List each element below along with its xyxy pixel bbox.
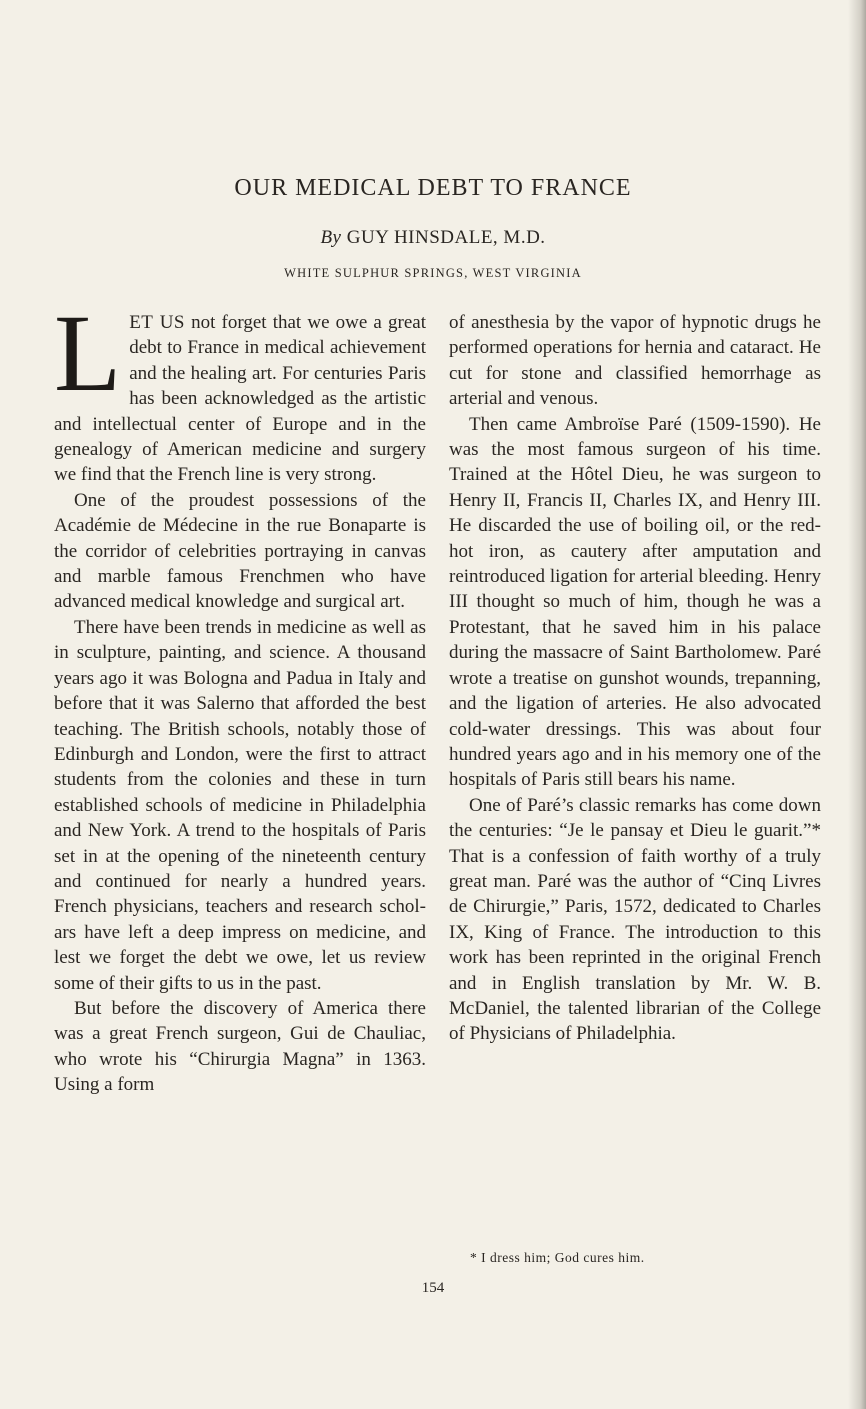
- page-edge-shadow: [848, 0, 866, 1409]
- author-affiliation: WHITE SULPHUR SPRINGS, WEST VIRGINIA: [284, 266, 582, 280]
- paragraph-intro-text: not forget that we owe a great debt to France in medical achievement and the healing art. For centuries Paris has been acknowledged as the artistic and intellectual center of Europe and in the genealogy of American medicine and surgery we find that the French line is very strong.: [54, 312, 426, 486]
- paragraph-pare: Then came Ambroïse Paré (1509-1590). He was the most famous surgeon of his time. Trained at the Hôtel Dieu, he was surgeon to Henry II, Francis II, Charles IX, and Henry III. He discarded the use of boiling oil, or the red-hot iron, as cautery after amputation and reintroduced ligation for arterial bleeding. Henry III thought so much of him, though he was a Protestant, that he saved him in his palace during the massacre of Saint Bartholomew. Paré wrote a treatise on gunshot wounds, trepanning, and the ligation of arteries. He also advocated cold-water dressings. This was about four hundred years ago and in his memory one of the hospitals of Paris still bears his name.: [449, 413, 821, 791]
- paragraph-trends: There have been trends in medicine as well as in sculpture, painting, and science. A thousand years ago it was Bologna and Padua in Italy and before that it was Salerno that afforded the best teaching. The British schools, notably those of Edinburgh and London, were the first to attract students from the colonies and these in turn established schools of medicine in Philadelphia and New York. A trend to the hospitals of Paris set in at the opening of the nineteenth century and continued for nearly a hundred years. French physicians, teachers and research scholars have left a deep impress on medicine, and lest we forget the debt we owe, let us review some of their gifts to us in the past.: [54, 616, 426, 994]
- paragraph-intro: [54, 292, 426, 488]
- paragraph-pare-remarks: One of Paré’s classic remarks has come down the centuries: “Je le pansay et Dieu le guarit.”* That is a confession of faith worthy of a truly great man. Paré was the author of “Cinq Livres de Chirurgie,” Paris, 1572, dedicated to Charles IX, King of France. The introduction to this work has been reprinted in the original French and in English translation by Mr. W. B. McDaniel, the talented librarian of the College of Physicians of Philadelphia.: [449, 794, 821, 1045]
- byline: [0, 227, 866, 249]
- right-column: [449, 310, 821, 1047]
- paragraph-anesthesia: of anesthesia by the vapor of hypnotic drugs he performed operations for hernia and cataract. He cut for stone and classified hemorrhage as arterial and venous.: [449, 312, 821, 410]
- footnote: * I dress him; God cures him.: [470, 1250, 645, 1265]
- byline-prefix: By: [320, 227, 342, 248]
- paragraph-academie: One of the proudest possessions of the Académie de Médecine in the rue Bonaparte is the corridor of celebrities portraying in canvas and marble famous Frenchmen who have advanced medical knowledge and surgical art.: [54, 489, 426, 613]
- page-number: 154: [421, 1280, 445, 1296]
- left-column: [54, 292, 426, 1098]
- paragraph-chauliac: But before the discovery of America there was a great French surgeon, Gui de Chauliac, who wrote his “Chirurgia Magna” in 1363. Using a form: [54, 997, 426, 1096]
- lead-caps: ET US: [129, 312, 185, 333]
- drop-cap: L: [54, 292, 122, 414]
- article-title: OUR MEDICAL DEBT TO FRANCE: [234, 175, 632, 201]
- author-name: GUY HINSDALE, M.D.: [346, 227, 546, 248]
